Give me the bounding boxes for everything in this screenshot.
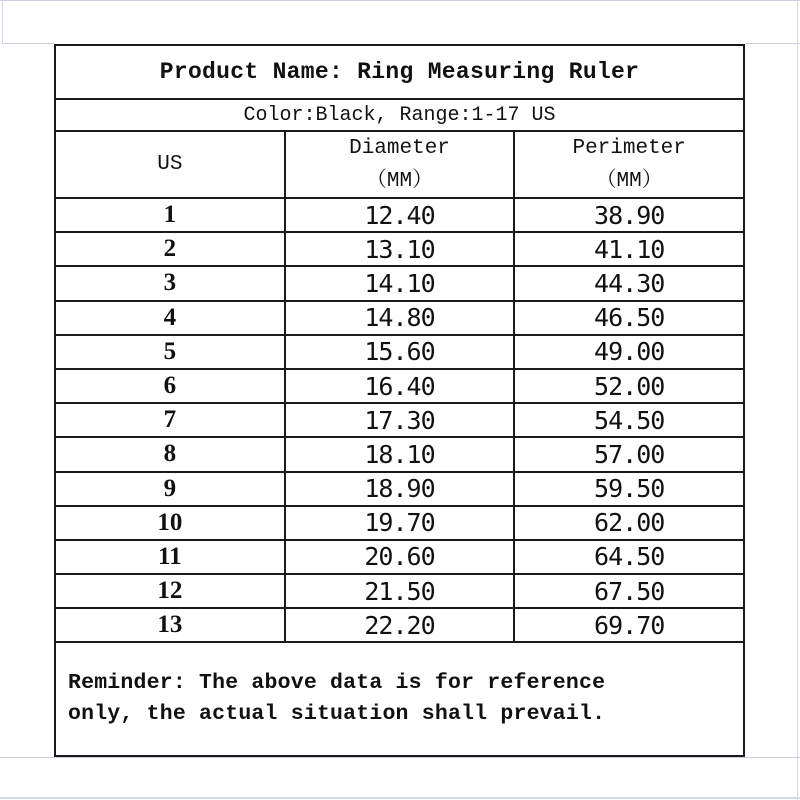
- perimeter-cell: 54.50: [594, 405, 665, 435]
- perimeter-cell: 41.10: [594, 234, 665, 264]
- perimeter-cell: 57.00: [594, 439, 665, 469]
- table-row: [56, 404, 743, 438]
- perimeter-cell: 62.00: [594, 508, 665, 538]
- frame-line-upper-left: [2, 43, 54, 44]
- us-size-cell: 8: [56, 438, 286, 470]
- header-diameter: [286, 132, 516, 197]
- us-size-cell: 12: [56, 575, 286, 607]
- frame-line-left: [2, 0, 3, 43]
- frame-line-bottom-edge: [0, 797, 800, 799]
- diameter-cell: 20.60: [286, 541, 516, 573]
- table-row: [56, 507, 743, 541]
- perimeter-cell: 67.50: [594, 576, 665, 606]
- page-title: Product Name: Ring Measuring Ruler: [159, 59, 640, 85]
- perimeter-cell: 38.90: [594, 200, 665, 230]
- perimeter-cell: 64.50: [594, 542, 665, 572]
- diameter-cell: 14.10: [286, 267, 516, 299]
- diameter-cell: 19.70: [286, 507, 516, 539]
- frame-line-upper-right: [745, 43, 800, 44]
- us-size-cell: 2: [56, 233, 286, 265]
- table-row: [56, 199, 743, 233]
- diameter-cell: 12.40: [286, 199, 516, 231]
- perimeter-cell: 46.50: [594, 303, 665, 333]
- diameter-cell: 18.10: [286, 438, 516, 470]
- us-size-cell: 6: [56, 370, 286, 402]
- perimeter-cell: 52.00: [594, 371, 665, 401]
- reminder-note: [68, 668, 605, 730]
- us-size-cell: 5: [56, 336, 286, 368]
- header-diameter-label: Diameter: [349, 136, 450, 160]
- perimeter-cell: 44.30: [594, 268, 665, 298]
- header-perimeter-unit: （MM）: [595, 169, 663, 193]
- table-row: [56, 575, 743, 609]
- subtitle-row: [56, 100, 743, 132]
- header-us-label: US: [157, 153, 183, 176]
- us-size-cell: 9: [56, 473, 286, 505]
- perimeter-cell: 69.70: [594, 610, 665, 640]
- reminder-row: [56, 643, 743, 755]
- reminder-line-2: only, the actual situation shall prevail.: [68, 702, 606, 727]
- us-size-cell: 7: [56, 404, 286, 436]
- header-perimeter: [515, 132, 743, 197]
- table-row: [56, 473, 743, 507]
- frame-line-top: [0, 0, 800, 1]
- header-us: [56, 132, 286, 197]
- us-size-cell: 1: [56, 199, 286, 231]
- perimeter-cell: 49.00: [594, 337, 665, 367]
- subtitle: Color:Black, Range:1-17 US: [243, 103, 556, 127]
- table-row: [56, 438, 743, 472]
- us-size-cell: 3: [56, 267, 286, 299]
- us-size-cell: 10: [56, 507, 286, 539]
- diameter-cell: 15.60: [286, 336, 516, 368]
- header-diameter-unit: （MM）: [365, 169, 434, 193]
- us-size-cell: 4: [56, 302, 286, 334]
- table-row: [56, 267, 743, 301]
- header-perimeter-label: Perimeter: [572, 136, 686, 160]
- diameter-cell: 21.50: [286, 575, 516, 607]
- diameter-cell: 18.90: [286, 473, 516, 505]
- ring-size-table: [54, 44, 745, 757]
- diameter-cell: 13.10: [286, 233, 516, 265]
- diameter-cell: 17.30: [286, 404, 516, 436]
- frame-line-right: [797, 0, 798, 800]
- table-row: [56, 541, 743, 575]
- us-size-cell: 11: [56, 541, 286, 573]
- header-row: [56, 132, 743, 199]
- reminder-line-1: Reminder: The above data is for reference: [68, 671, 606, 696]
- diameter-cell: 16.40: [286, 370, 516, 402]
- table-row: [56, 336, 743, 370]
- table-row: [56, 233, 743, 267]
- perimeter-cell: 59.50: [594, 474, 665, 504]
- table-row: [56, 370, 743, 404]
- title-row: [56, 46, 743, 100]
- diameter-cell: 22.20: [286, 609, 516, 641]
- us-size-cell: 13: [56, 609, 286, 641]
- table-row: [56, 609, 743, 643]
- diameter-cell: 14.80: [286, 302, 516, 334]
- table-row: [56, 302, 743, 336]
